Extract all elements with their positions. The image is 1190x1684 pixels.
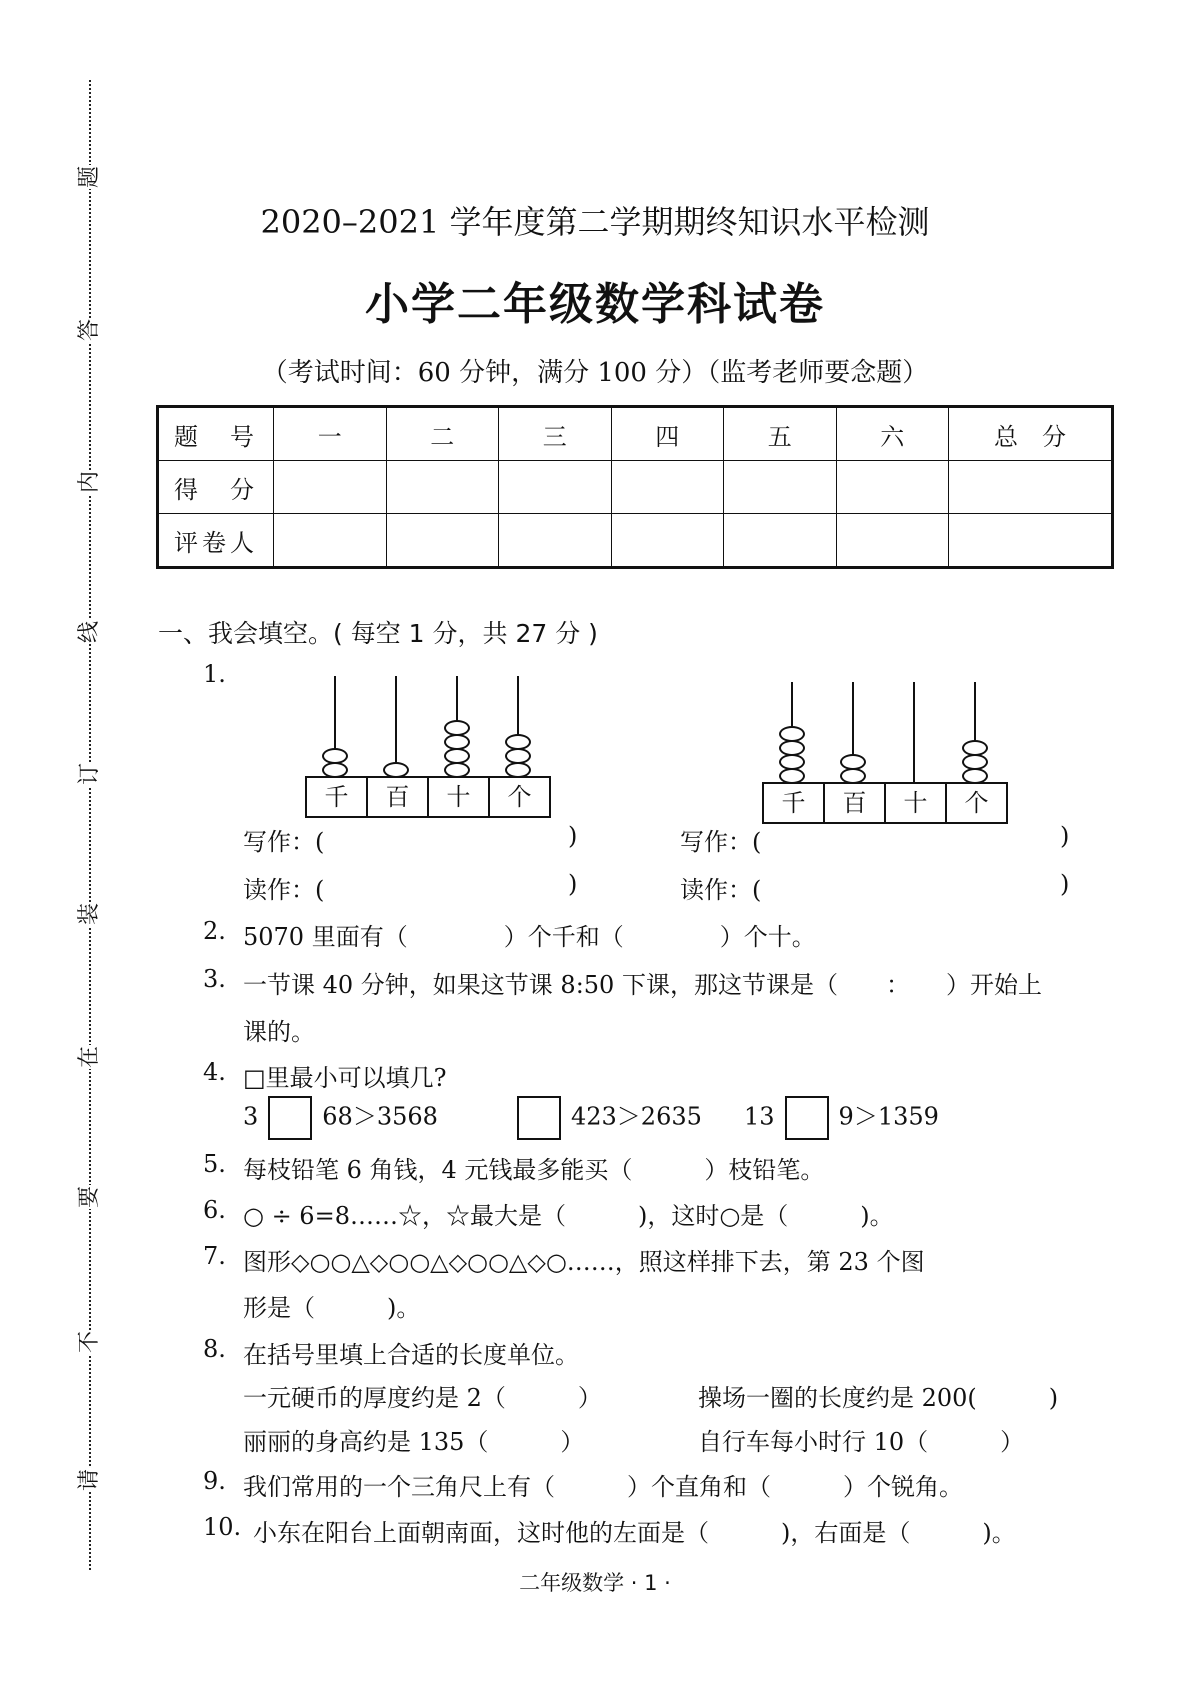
score-cell[interactable] [836, 461, 949, 514]
abacus-bead [444, 748, 470, 764]
inequality-before: 3 [243, 1102, 259, 1131]
question-number: 3. [203, 965, 226, 993]
place-value-label: 十 [429, 778, 490, 816]
page-footer: 二年级数学 · 1 · [519, 1571, 671, 1595]
column-header: 五 [724, 407, 837, 461]
exam-info: （考试时间：60 分钟，满分 100 分）（监考老师要念题） [261, 358, 929, 388]
inequality-item [744, 1096, 939, 1140]
inequality-after: 68＞3568 [322, 1102, 438, 1131]
abacus-right [762, 682, 1002, 827]
score-cell[interactable] [386, 461, 499, 514]
write-label: 写作：( [243, 828, 325, 856]
question-number: 6. [203, 1196, 226, 1224]
abacus-bead [962, 740, 988, 756]
score-row [158, 461, 1113, 514]
grader-cell[interactable] [724, 514, 837, 568]
place-value-label: 千 [764, 784, 825, 822]
question-text: 小东在阳台上面朝南面，这时他的左面是（ )，右面是（ )。 [253, 1519, 1016, 1547]
answer-box[interactable] [785, 1096, 829, 1140]
question-number: 9. [203, 1467, 226, 1495]
score-table [156, 405, 1114, 569]
question-text-cont: 形是（ )。 [243, 1294, 421, 1322]
question-number: 1. [203, 660, 226, 688]
abacus-rod [913, 682, 915, 782]
abacus-bead [779, 740, 805, 756]
score-cell[interactable] [724, 461, 837, 514]
row-label: 题 号 [158, 407, 274, 461]
paper-title: 小学二年级数学科试卷 [365, 279, 825, 330]
inequality-item [243, 1096, 438, 1140]
column-header: 三 [499, 407, 612, 461]
column-header: 总 分 [949, 407, 1113, 461]
column-header: 一 [274, 407, 387, 461]
score-cell[interactable] [274, 461, 387, 514]
inequality-item [507, 1096, 702, 1140]
row-label: 得 分 [158, 461, 274, 514]
question-number: 8. [203, 1335, 226, 1363]
abacus-bead [779, 754, 805, 770]
grader-cell[interactable] [386, 514, 499, 568]
grader-cell[interactable] [836, 514, 949, 568]
grader-cell[interactable] [499, 514, 612, 568]
abacus-bead [322, 748, 348, 764]
abacus-bead [962, 754, 988, 770]
close-paren: ) [1060, 870, 1070, 898]
unit-item: 丽丽的身高约是 135（ ） [243, 1428, 585, 1456]
column-header: 四 [611, 407, 724, 461]
abacus-bead [779, 726, 805, 742]
question-number: 5. [203, 1150, 226, 1178]
question-text: 在括号里填上合适的长度单位。 [243, 1341, 579, 1369]
close-paren: ) [1060, 822, 1070, 850]
binding-char: 订 [77, 763, 102, 786]
close-paren: ) [568, 822, 578, 850]
inequality-after: 9＞1359 [838, 1102, 939, 1131]
question-text: □里最小可以填几? [243, 1064, 447, 1092]
grader-cell[interactable] [274, 514, 387, 568]
grader-row [158, 514, 1113, 568]
abacus-bead [840, 754, 866, 770]
question-number: 2. [203, 917, 226, 945]
grader-cell[interactable] [949, 514, 1113, 568]
grader-cell[interactable] [611, 514, 724, 568]
question-text: 一节课 40 分钟，如果这节课 8:50 下课，那这节课是（ ： ）开始上 [243, 971, 1042, 999]
abacus-place-labels [305, 776, 551, 818]
inequality-after: 423＞2635 [571, 1102, 702, 1131]
column-header: 二 [386, 407, 499, 461]
binding-char: 请 [77, 1469, 102, 1492]
abacus-bead [444, 720, 470, 736]
abacus-left [305, 676, 545, 821]
inequality-before: 13 [744, 1102, 775, 1131]
question-text: 图形◇○○△◇○○△◇○○△◇○……，照这样排下去，第 23 个图 [243, 1248, 925, 1276]
binding-char: 线 [77, 621, 102, 644]
unit-item: 一元硬币的厚度约是 2（ ） [243, 1384, 602, 1412]
question-text: 5070 里面有（ ）个千和（ ）个十。 [243, 923, 816, 951]
exam-period: 2020–2021 学年度第二学期期终知识水平检测 [260, 203, 930, 241]
place-value-label: 个 [964, 789, 989, 817]
answer-box[interactable] [517, 1096, 561, 1140]
abacus-bead [505, 734, 531, 750]
row-label: 评卷人 [158, 514, 274, 568]
question-number: 4. [203, 1058, 226, 1086]
abacus-bead [444, 734, 470, 750]
place-value-label: 千 [307, 778, 368, 816]
score-cell[interactable] [949, 461, 1113, 514]
section-heading: 一、我会填空。( 每空 1 分，共 27 分 ) [158, 619, 598, 648]
place-value-label: 百 [368, 778, 429, 816]
place-value-label: 百 [825, 784, 886, 822]
binding-char: 答 [77, 319, 102, 342]
read-label: 读作：( [680, 876, 762, 904]
score-table-header-row [158, 407, 1113, 461]
place-value-label: 十 [886, 784, 947, 822]
abacus-rod [395, 676, 397, 776]
binding-char: 不 [77, 1331, 102, 1354]
binding-char: 装 [77, 903, 102, 926]
binding-char: 要 [77, 1186, 102, 1209]
unit-item: 自行车每小时行 10（ ） [698, 1428, 1025, 1456]
score-cell[interactable] [611, 461, 724, 514]
question-text: 每枝铅笔 6 角钱，4 元钱最多能买（ ）枝铅笔。 [243, 1156, 825, 1184]
question-text: ○ ÷ 6=8……☆，☆最大是（ )，这时○是（ )。 [243, 1202, 894, 1230]
abacus-bead [505, 748, 531, 764]
question-number: 10. [203, 1513, 242, 1541]
question-text: 我们常用的一个三角尺上有（ ）个直角和（ ）个锐角。 [243, 1473, 963, 1501]
column-header: 六 [836, 407, 949, 461]
read-label: 读作：( [243, 876, 325, 904]
score-cell[interactable] [499, 461, 612, 514]
close-paren: ) [568, 870, 578, 898]
place-value-label: 个 [507, 783, 532, 811]
question-text-cont: 课的。 [243, 1018, 315, 1046]
question-number: 7. [203, 1242, 226, 1270]
binding-char: 在 [77, 1046, 102, 1069]
unit-item: 操场一圈的长度约是 200( ) [698, 1384, 1059, 1412]
binding-char: 题 [77, 166, 102, 189]
write-label: 写作：( [680, 828, 762, 856]
binding-char: 内 [77, 471, 102, 494]
abacus-place-labels [762, 782, 1008, 824]
answer-box[interactable] [268, 1096, 312, 1140]
